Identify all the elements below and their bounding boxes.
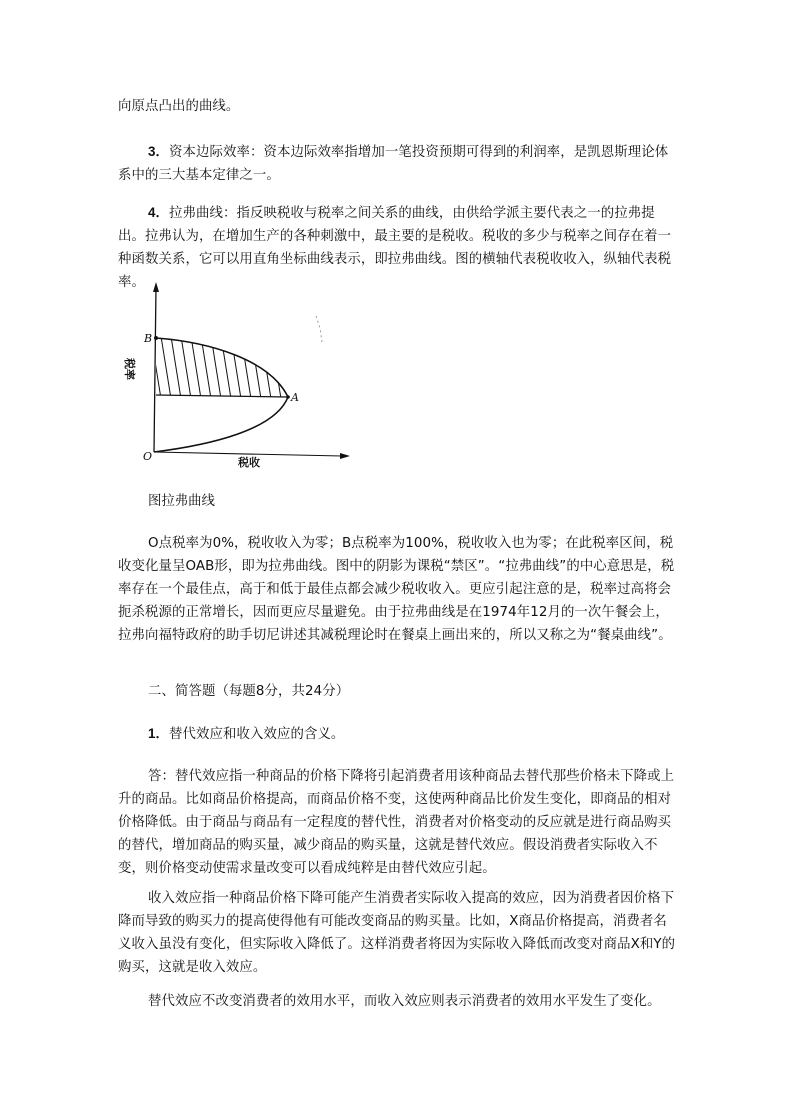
y-axis-label: 税率: [123, 358, 136, 380]
question-1: [118, 722, 678, 746]
question-text: 替代效应和收入效应的含义。: [169, 727, 345, 742]
x-axis-label: 税收: [238, 456, 260, 469]
figure-caption: 图拉弗曲线: [148, 494, 215, 509]
laffer-explanation: O点税率为0%，税收收入为零；B点税率为100%，税收收入也为零；在此税率区间，税收变化量呈OAB形，即为拉弗曲线。图中的阴影为课税“禁区”。“拉弗曲线”的中心意思是，税率存在一个最佳点，高于和低于最佳点都会减少税收收入。更应引起注意的是，税率过高将会扼杀税源的正常增长，因而更应尽量避免。由于拉弗曲线是在1974年12月的一次午餐会上，拉弗向福特政府的助手切尼讲述其减税理论时在餐桌上画出来的，所以又称之为“餐桌曲线”。: [118, 536, 675, 643]
item-number: 3．: [148, 144, 170, 159]
point-a-label: A: [291, 391, 299, 404]
item-number: 1．: [148, 726, 170, 741]
answer-conclusion: 替代效应不改变消费者的效用水平，而收入效应则表示消费者的效用水平发生了变化。: [148, 994, 661, 1009]
origin-label: O: [143, 450, 153, 463]
point-b-label: B: [144, 332, 153, 345]
section-heading: 二、简答题（每题8分，共24分）: [148, 684, 350, 699]
definition-text: 资本边际效率：资本边际效率指增加一笔投资预期可得到的利润率，是凯恩斯理论体系中的三大基本定律之一。: [118, 145, 669, 183]
item-number: 4．: [148, 205, 170, 220]
y-axis: [154, 286, 156, 452]
definition-capital-marginal-efficiency: [118, 140, 678, 187]
answer-substitution-effect: 答：替代效应指一种商品的价格下降将引起消费者用该种商品去替代那些价格未下降或上升的商品。比如商品价格提高，而商品价格不变，这使两种商品比价发生变化，即商品的相对价格降低。由于商品与商品有一定程度的替代性，消费者对价格变动的反应就是进行商品购买的替代，增加商品的购买量，减少商品的购买量，这就是替代效应。假设消费者实际收入不变，则价格变动使需求量改变可以看成纯粹是由替代效应引起。: [118, 769, 675, 876]
x-axis-arrow-icon: [340, 453, 350, 459]
y-axis-arrow-icon: [153, 282, 159, 292]
laffer-curve-diagram: [110, 280, 370, 480]
definition-text: 拉弗曲线：指反映税收与税率之间关系的曲线，由供给学派主要代表之一的拉弗提出。拉弗认为，在增加生产的各种刺激中，最主要的是税收。税收的多少与税率之间存在着一种函数关系，它可以用直角坐标曲线表示，即拉弗曲线。图的横轴代表税收收入，纵轴代表税率。: [118, 206, 672, 290]
answer-income-effect: 收入效应指一种商品价格下降可能产生消费者实际收入提高的效应，因为消费者因价格下降而导致的购买力的提高使得他有可能改变商品的购买量。比如，X商品价格提高，消费者名义收入虽没有变化，但实际收入降低了。这样消费者将因为实际收入降低而改变对商品X和Y的购买，这就是收入效应。: [118, 891, 676, 975]
paragraph-fragment: 向原点凸出的曲线。: [118, 99, 240, 114]
laffer-curve-figure: [110, 280, 370, 480]
